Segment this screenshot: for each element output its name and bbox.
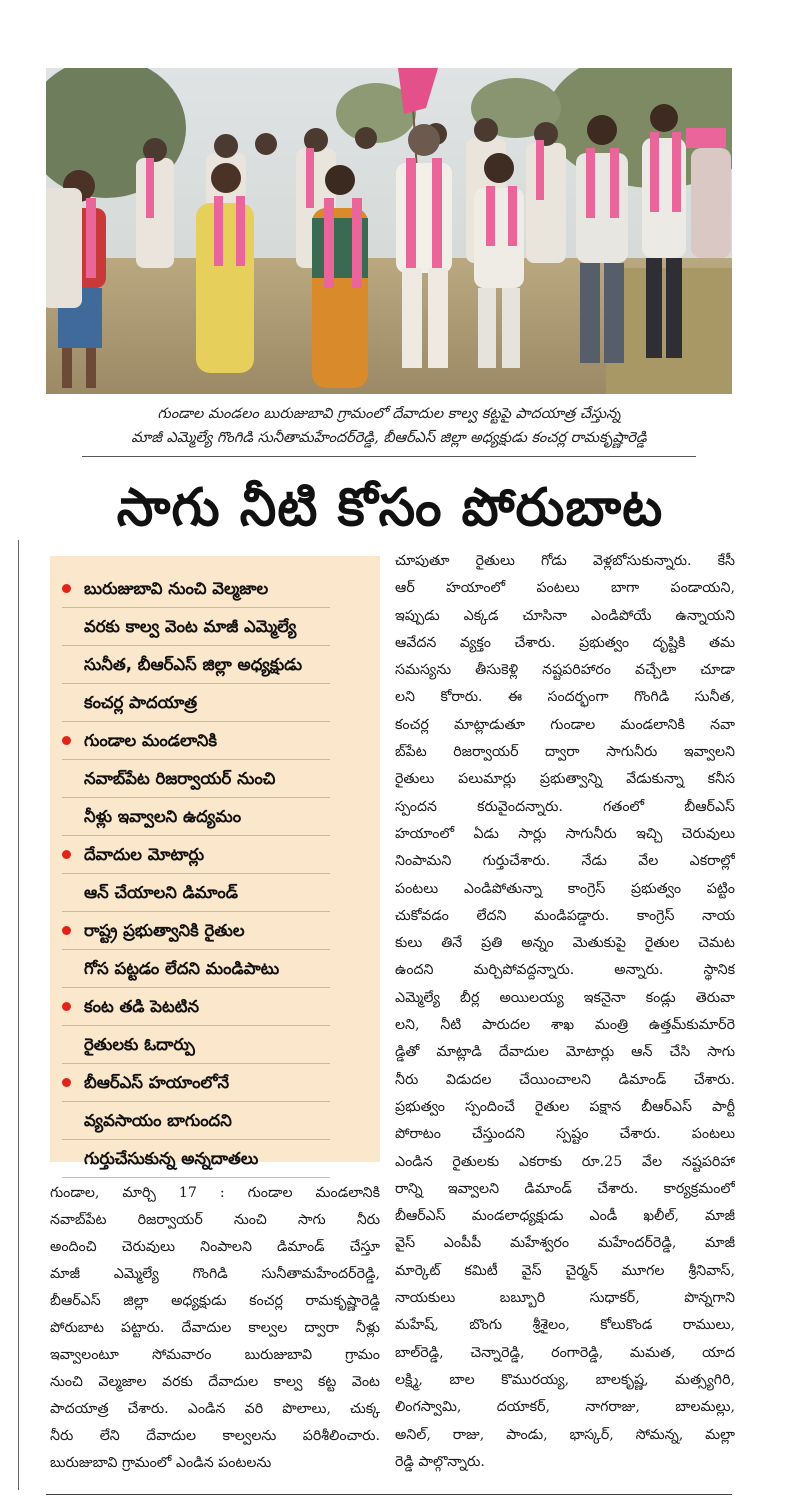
body-line: మహేష్, బొంగు శ్రీశైలం, కోలుకొండ రాములు, [395, 1317, 735, 1334]
body-line: చుకోవడం లేదని మండిపడ్డారు. కాంగ్రెస్ నాయ [395, 907, 735, 924]
highlight-line [62, 570, 330, 608]
caption-line-1: గుండాల మండలం బురుజుబావి గ్రామంలో దేవాదుల కాల్వ కట్టపై పాదయాత్ర చేస్తున్న [157, 406, 621, 422]
highlight-line [62, 988, 330, 1026]
highlight-line: వరకు కాల్వ వెంట మాజీ ఎమ్మెల్యే [62, 608, 330, 646]
highlight-line [62, 836, 330, 874]
body-line: ఎండిన రైతులకు ఎకరాకు రూ.25 వేల నష్టపరిహా [395, 1153, 735, 1170]
body-line: రైతులు పలుమార్లు ప్రభుత్వాన్ని వేడుకున్నా కనీస [395, 771, 735, 788]
highlights-box [50, 556, 380, 1168]
body-line: బురుజుబావి గ్రామంలో ఎండిన పంటలను [50, 1455, 272, 1471]
body-line: కంచర్ల మాట్లాడుతూ గుండాల మండలానికి నవా [395, 716, 735, 733]
highlight-text: కంట తడి పెటటిన [84, 997, 200, 1016]
body-line: పంటలు ఎండిపోతున్నా కాంగ్రెస్ ప్రభుత్వం పట్టిం [395, 880, 735, 897]
body-line: మార్కెట్ కమిటీ వైస్ చైర్మన్ మూగల శ్రీనివాస్, [395, 1262, 735, 1279]
highlight-line [62, 1064, 330, 1102]
body-line: హయాంలో ఏడు సార్లు సాగునీరు ఇచ్చి చెరువులు [395, 825, 735, 842]
highlight-line: వ్యవసాయం బాగుందని [62, 1102, 330, 1140]
highlight-text: గుండాల మండలానికి [84, 731, 217, 750]
body-line: డ్డితో మాట్లాడి దేవాదుల మోటార్లు ఆన్ చేసి సాగు [395, 1044, 735, 1061]
body-line: వైస్ ఎంపీపీ మహేశ్వరం మహేందర్‌రెడ్డి, మాజీ [395, 1235, 735, 1252]
body-line: స్పందన కరువైందన్నారు. గతంలో బీఆర్‌ఎస్ [395, 798, 735, 815]
highlight-text: బురుజుబావి నుంచి వెల్మజాల [84, 579, 269, 598]
highlight-item [62, 570, 370, 722]
bottom-divider [46, 1494, 732, 1495]
body-line: ఇవ్వాలంటూ సోమవారం బురుజుబావి గ్రామం [50, 1347, 380, 1363]
body-line: పాదయాత్ర చేశారు. ఎండిన వరి పొలాలు, చుక్క [50, 1401, 380, 1417]
highlight-text: బీఆర్ఎస్ హయాంలోనే [84, 1073, 230, 1092]
body-line: బాల్‌రెడ్డి, చెన్నారెడ్డి, రంగారెడ్డి, మమత, యాద [395, 1344, 735, 1361]
body-line: లని కోరారు. ఈ సందర్భంగా గొంగిడి సునీత, [395, 689, 735, 706]
column-rule [18, 540, 19, 1490]
photo-march-image [46, 68, 732, 394]
highlight-text: దేవాదుల మోటార్లు [84, 845, 205, 864]
bullet-dot-icon [62, 736, 71, 745]
body-line: రెడ్డి పాల్గొన్నారు. [395, 1453, 485, 1470]
highlight-text: రాష్ట్ర ప్రభుత్వానికి రైతుల [84, 921, 245, 940]
body-line: నవాబ్‌పేట రిజర్వాయర్ నుంచి సాగు నీరు [50, 1212, 380, 1228]
body-line: నింపామని గుర్తుచేశారు. నేడు వేల ఎకరాల్లో [395, 853, 735, 870]
body-line: లని, నీటి పారుదల శాఖ మంత్రి ఉత్తమ్‌కుమార్‌రె [395, 1017, 735, 1034]
body-line: అందించి చెరువులు నింపాలని డిమాండ్ చేస్తూ [50, 1239, 380, 1255]
bullet-dot-icon [62, 1078, 71, 1087]
body-line: అనిల్, రాజు, పాండు, భాస్కర్, సోమన్న, మల్లా [395, 1426, 735, 1443]
body-line: ఉందని మర్చిపోవద్దన్నారు. అన్నారు. స్థానిక [395, 962, 735, 979]
photo-caption [46, 402, 732, 450]
highlight-item [62, 988, 370, 1064]
highlight-item [62, 1064, 370, 1178]
body-line: ఆర్ హయాంలో పంటలు బాగా పండాయని, [395, 580, 735, 597]
body-line: ఇప్పుడు ఎక్కడ చూసినా ఎండిపోయే ఉన్నాయని [395, 607, 735, 624]
bullet-dot-icon [62, 850, 71, 859]
highlight-line: నవాబ్‌పేట రిజర్వాయర్ నుంచి [62, 760, 330, 798]
highlight-line: నీళ్లు ఇవ్వాలని ఉద్యమం [62, 798, 330, 836]
highlight-line: ఆన్ చేయాలని డిమాండ్ [62, 874, 330, 912]
body-line: కులు తినే ప్రతి అన్నం మెతుకుపై రైతుల చెమట [395, 935, 735, 952]
highlight-line: కంచర్ల పాదయాత్ర [62, 684, 330, 722]
body-line: లింగస్వామి, దయాకర్, నాగరాజు, బాలమల్లు, [395, 1399, 735, 1416]
bullet-dot-icon [62, 584, 71, 593]
headline: సాగు నీటి కోసం పోరుబాట [116, 478, 664, 538]
caption-divider [82, 456, 696, 457]
body-line: ఎమ్మెల్యే బీర్ల అయిలయ్య ఇకనైనా కండ్లు తెరువా [395, 989, 735, 1006]
highlight-line [62, 912, 330, 950]
bullet-dot-icon [62, 926, 71, 935]
body-line: పోరుబాట పట్టారు. దేవాదుల కాల్వల ద్వారా నీళ్లు [50, 1320, 380, 1336]
highlight-item [62, 912, 370, 988]
body-line: చూపుతూ రైతులు గోడు వెళ్లబోసుకున్నారు. కేసీ [395, 553, 735, 569]
body-line: బీఆర్‌ఎస్ మండలాధ్యక్షుడు ఎండీ ఖలీల్, మాజీ [395, 1208, 735, 1225]
body-line: లక్ష్మి, బాల కొమురయ్య, బాలకృష్ణ, మత్స్యగిరి, [395, 1371, 735, 1388]
body-line: మాజీ ఎమ్మెల్యే గొంగిడి సునీతామహేందర్‌రెడ్డి, [50, 1266, 380, 1282]
body-line: నుంచి వెల్మజాల వరకు దేవాదుల కాల్వ కట్ట వెంట [50, 1374, 380, 1390]
highlight-line: గుర్తుచేసుకున్న అన్నదాతలు [62, 1140, 330, 1178]
body-line: పోరాటం చేస్తుందని స్పష్టం చేశారు. పంటలు [395, 1126, 735, 1143]
body-line: ఆవేదన వ్యక్తం చేశారు. ప్రభుత్వం దృష్టికి తమ [395, 634, 735, 651]
news-photo [46, 68, 732, 394]
body-line: నీరు లేని దేవాదుల కాల్వలను పరిశీలించారు. [50, 1428, 380, 1444]
article-body-left [50, 1180, 380, 1477]
body-line: బీఆర్‌ఎస్ జిల్లా అధ్యక్షుడు కంచర్ల రామకృష్ణారెడ్డి [50, 1293, 380, 1309]
highlight-item [62, 722, 370, 836]
caption-line-2: మాజీ ఎమ్మెల్యే గొంగిడి సునీతామహేందర్‌రెడ్డి, బీఆర్‌ఎస్ జిల్లా అధ్యక్షుడు కంచర్ల రామకృష్ణారెడ్డి [131, 430, 647, 446]
body-line: సమస్యను తీసుకెళ్లి నష్టపరిహారం వచ్చేలా చూడా [395, 662, 735, 679]
body-line: ప్రభుత్వం స్పందించే రైతుల పక్షాన బీఆర్‌ఎస్ పార్టీ [395, 1098, 735, 1115]
highlight-line: సునీత, బీఆర్ఎస్ జిల్లా అధ్యక్షుడు [62, 646, 330, 684]
body-line: గుండాల, మార్చి 17 : గుండాల మండలానికి [50, 1185, 380, 1201]
bullet-dot-icon [62, 1002, 71, 1011]
highlight-line: రైతులకు ఓదార్పు [62, 1026, 330, 1064]
highlight-item [62, 836, 370, 912]
article-body-right [395, 548, 735, 1476]
highlight-line [62, 722, 330, 760]
highlight-line: గోస పట్టడం లేదని మండిపాటు [62, 950, 330, 988]
body-line: రాన్ని ఇవ్వాలని డిమాండ్ చేశారు. కార్యక్రమంలో [395, 1180, 735, 1197]
body-line: నీరు విడుదల చేయించాలని డిమాండ్ చేశారు. [395, 1071, 735, 1088]
body-line: నాయకులు బబ్బూరి సుధాకర్, పొన్నగాని [395, 1290, 735, 1307]
body-line: బ్‌పేట రిజర్వాయర్ ద్వారా సాగునీరు ఇవ్వాలని [395, 744, 735, 761]
